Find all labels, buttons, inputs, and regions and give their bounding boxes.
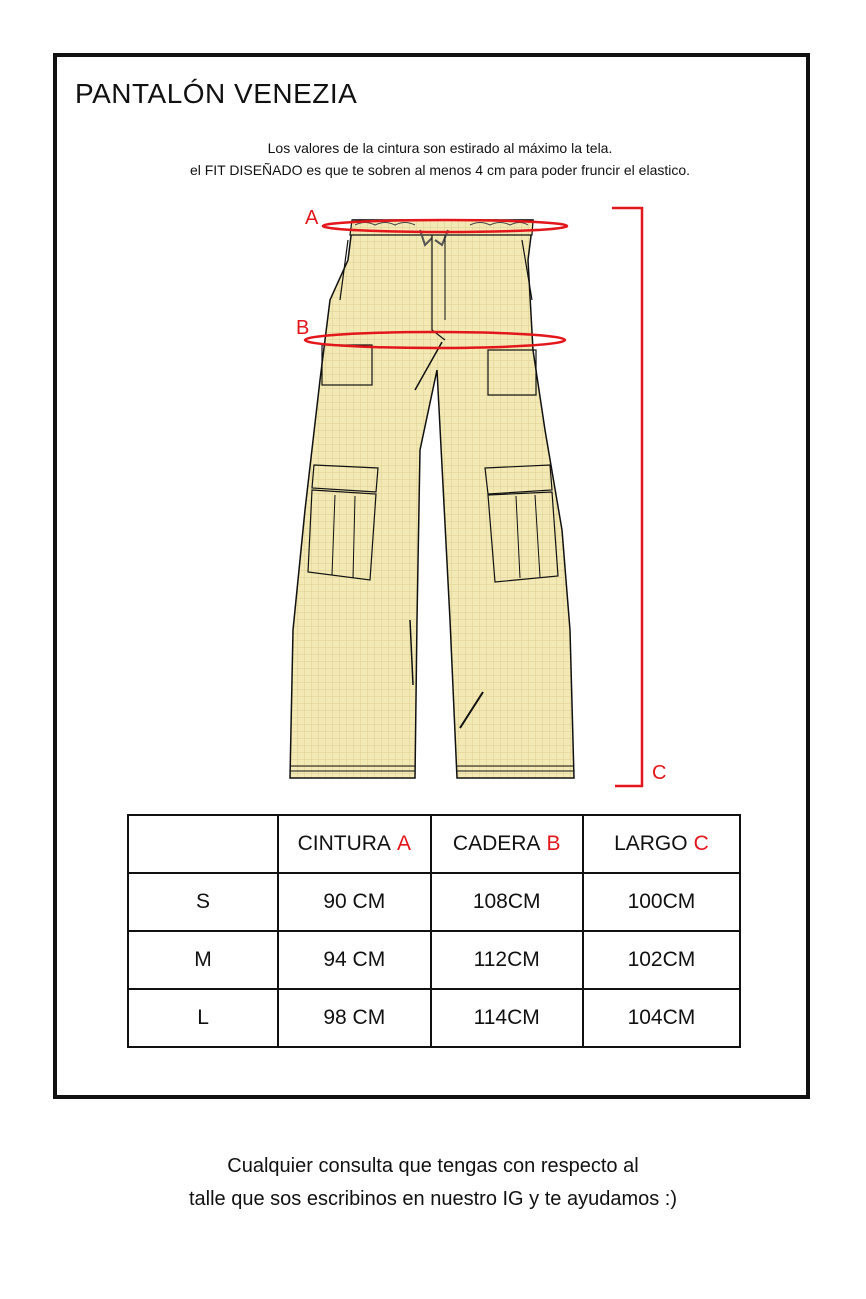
header-cadera	[431, 815, 583, 873]
header-letter: C	[693, 832, 709, 855]
marker-a: A	[305, 207, 319, 229]
table-row	[128, 873, 740, 931]
hip-cell: 114CM	[431, 989, 583, 1047]
waist-cell: 94 CM	[278, 931, 430, 989]
header-label: LARGO	[614, 832, 688, 855]
left-cargo-flap	[312, 465, 378, 492]
footer-line-2: talle que sos escribinos en nuestro IG y te ayudamos :)	[188, 1188, 678, 1210]
length-cell: 100CM	[583, 873, 740, 931]
header-label: CINTURA	[297, 832, 391, 855]
table-corner-cell	[128, 815, 278, 873]
waist-note: Los valores de la cintura son estirado al máximo la tela.	[267, 140, 613, 156]
hip-cell: 108CM	[431, 873, 583, 931]
header-cintura	[278, 815, 430, 873]
marker-c: C	[652, 762, 667, 784]
pants-illustration	[270, 200, 690, 800]
length-cell: 104CM	[583, 989, 740, 1047]
header-letter: B	[546, 832, 561, 855]
length-measure-bracket	[612, 208, 642, 786]
page-title: PANTALÓN VENEZIA	[75, 78, 358, 109]
header-label: CADERA	[452, 832, 541, 855]
size-table	[127, 814, 741, 1048]
size-cell: S	[128, 873, 278, 931]
size-cell: M	[128, 931, 278, 989]
waist-cell: 90 CM	[278, 873, 430, 931]
hip-cell: 112CM	[431, 931, 583, 989]
marker-b: B	[296, 317, 310, 339]
waist-cell: 98 CM	[278, 989, 430, 1047]
table-row	[128, 931, 740, 989]
header-letter: A	[396, 832, 411, 855]
left-cargo-pocket	[308, 490, 376, 580]
fit-note: el FIT DISEÑADO es que te sobren al menos 4 cm para poder fruncir el elastico.	[189, 162, 691, 178]
length-cell: 102CM	[583, 931, 740, 989]
table-row	[128, 989, 740, 1047]
right-cargo-pocket	[488, 492, 558, 582]
footer-line-1: Cualquier consulta que tengas con respecto al	[227, 1155, 639, 1177]
table-header-row	[128, 815, 740, 873]
header-largo	[583, 815, 740, 873]
right-cargo-flap	[485, 465, 552, 494]
size-cell: L	[128, 989, 278, 1047]
